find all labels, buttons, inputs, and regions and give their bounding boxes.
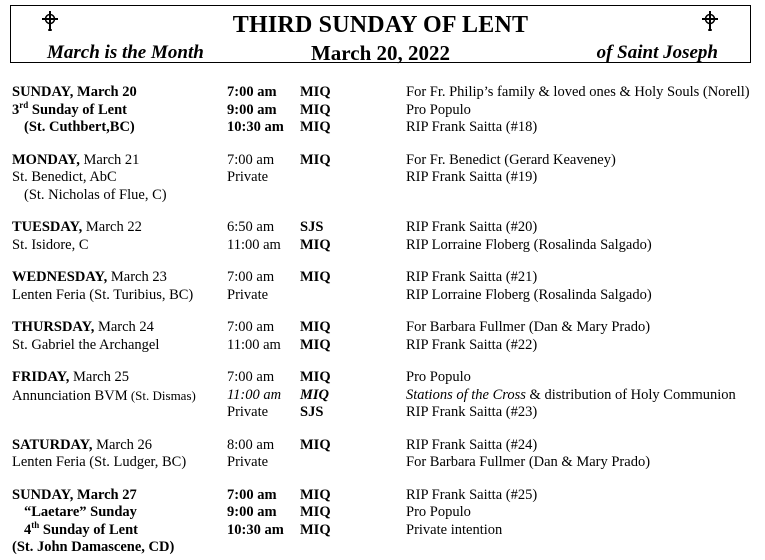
month-dedication-right: of Saint Joseph [596,42,718,63]
day-heading: TUESDAY, March 22 [12,219,142,235]
feast-commemoration: (St. John Damascene, CD) [12,539,175,555]
mass-location: MIQ [300,369,331,385]
day-block-thursday [12,319,757,354]
schedule-line [12,287,757,305]
schedule-line [12,437,757,455]
mass-intention: For Fr. Benedict (Gerard Keaveney) [406,151,616,168]
mass-intention: RIP Frank Saitta (#21) [406,269,538,285]
schedule-line [12,369,757,387]
day-heading: WEDNESDAY, March 23 [12,269,167,285]
day-heading: THURSDAY, March 24 [12,319,154,335]
mass-time: 9:00 am [227,101,277,118]
day-block-monday [12,152,757,205]
mass-intention: RIP Lorraine Floberg (Rosalinda Salgado) [406,236,652,253]
mass-time: Private [227,454,269,470]
mass-location: MIQ [300,486,331,503]
mass-intention: RIP Frank Saitta (#25) [406,486,538,503]
mass-intention: RIP Lorraine Floberg (Rosalinda Salgado) [406,286,652,303]
mass-intention: Pro Populo [406,369,471,385]
mass-time: 11:00 am [227,336,281,353]
day-heading: SUNDAY, March 27 [12,486,137,503]
mass-intention: For Barbara Fullmer (Dan & Mary Prado) [406,454,651,470]
day-block-tuesday [12,219,757,254]
mass-location: MIQ [300,101,331,118]
mass-location: MIQ [300,336,331,353]
schedule-line [12,487,757,505]
cross-icon [699,10,721,32]
mass-location: MIQ [300,504,331,520]
mass-time: 11:00 am [227,236,281,253]
mass-time: 7:00 am [227,151,275,168]
page-title: THIRD SUNDAY OF LENT [232,12,529,38]
feast-commemoration: (St. Cuthbert,BC) [24,119,135,135]
mass-time: 11:00 am [227,386,282,403]
mass-time: 7:00 am [227,319,275,335]
mass-time: 10:30 am [227,119,284,135]
schedule-line [12,219,757,237]
schedule-line [12,404,757,422]
day-block-saturday [12,437,757,472]
schedule-line [12,169,757,187]
feast-name: 3rd Sunday of Lent [12,99,127,118]
schedule-line [12,84,757,102]
schedule-line [12,99,757,120]
mass-intention: Private intention [406,521,503,538]
schedule-line [12,504,757,522]
mass-location: MIQ [300,236,331,253]
month-dedication-left: March is the Month [47,42,204,63]
mass-schedule [12,84,757,557]
mass-time: Private [227,286,269,303]
mass-intention: RIP Frank Saitta (#19) [406,169,538,185]
mass-location: MIQ [300,436,331,453]
mass-intention: For Barbara Fullmer (Dan & Mary Prado) [406,319,651,335]
feast-name: “Laetare” Sunday [24,504,137,520]
schedule-line [12,539,757,557]
mass-time: Private [227,404,269,420]
schedule-line [12,119,757,137]
day-heading: FRIDAY, March 25 [12,369,129,385]
day-heading: MONDAY, March 21 [12,151,140,168]
mass-location: MIQ [300,521,331,538]
mass-location: MIQ [300,119,331,135]
schedule-line [12,337,757,355]
mass-time: 7:00 am [227,269,275,285]
mass-time: 9:00 am [227,504,277,520]
day-block-sunday-mar-27 [12,487,757,557]
schedule-line [12,269,757,287]
mass-time: 6:50 am [227,219,275,235]
feast-subtitle: 4th Sunday of Lent [24,519,138,538]
mass-intention: RIP Frank Saitta (#18) [406,119,538,135]
schedule-line [12,519,757,540]
schedule-line [12,387,757,405]
mass-intention: RIP Frank Saitta (#22) [406,336,538,353]
bulletin-header [10,5,751,63]
mass-intention: Stations of the Cross & distribution of Holy Communion [406,386,736,403]
mass-time: 7:00 am [227,486,277,503]
mass-time: 8:00 am [227,436,275,453]
mass-location: MIQ [300,269,331,285]
feast-name: St. Benedict, AbC [12,169,117,185]
feast-name: Annunciation BVM (St. Dismas) [12,387,196,404]
feast-name: St. Gabriel the Archangel [12,336,160,353]
mass-location: MIQ [300,151,331,168]
mass-location: MIQ [300,84,331,100]
mass-location: SJS [300,219,324,235]
mass-time: 7:00 am [227,84,277,100]
mass-intention: Pro Populo [406,504,471,520]
day-heading: SATURDAY, March 26 [12,436,153,453]
feast-name: Lenten Feria (St. Turibius, BC) [12,286,194,303]
feast-name: Lenten Feria (St. Ludger, BC) [12,454,187,470]
mass-location: SJS [300,404,324,420]
day-block-sunday-mar-20 [12,84,757,137]
day-block-wednesday [12,269,757,304]
schedule-line [12,152,757,170]
schedule-line [12,237,757,255]
mass-time: Private [227,169,269,185]
mass-intention: Pro Populo [406,101,471,118]
schedule-line [12,454,757,472]
feast-name: St. Isidore, C [12,236,89,253]
mass-time: 10:30 am [227,521,284,538]
mass-intention: RIP Frank Saitta (#20) [406,219,538,235]
day-heading: SUNDAY, March 20 [12,84,137,100]
mass-intention: For Fr. Philip’s family & loved ones & Holy Souls (Norell) [406,84,750,100]
schedule-line [12,319,757,337]
mass-intention: RIP Frank Saitta (#24) [406,436,538,453]
feast-commemoration: (St. Nicholas of Flue, C) [24,186,167,203]
bulletin-date: March 20, 2022 [310,41,450,65]
mass-intention: RIP Frank Saitta (#23) [406,404,538,420]
mass-location: MIQ [300,386,330,403]
day-block-friday [12,369,757,422]
mass-time: 7:00 am [227,369,275,385]
mass-location: MIQ [300,319,331,335]
schedule-line [12,187,757,205]
